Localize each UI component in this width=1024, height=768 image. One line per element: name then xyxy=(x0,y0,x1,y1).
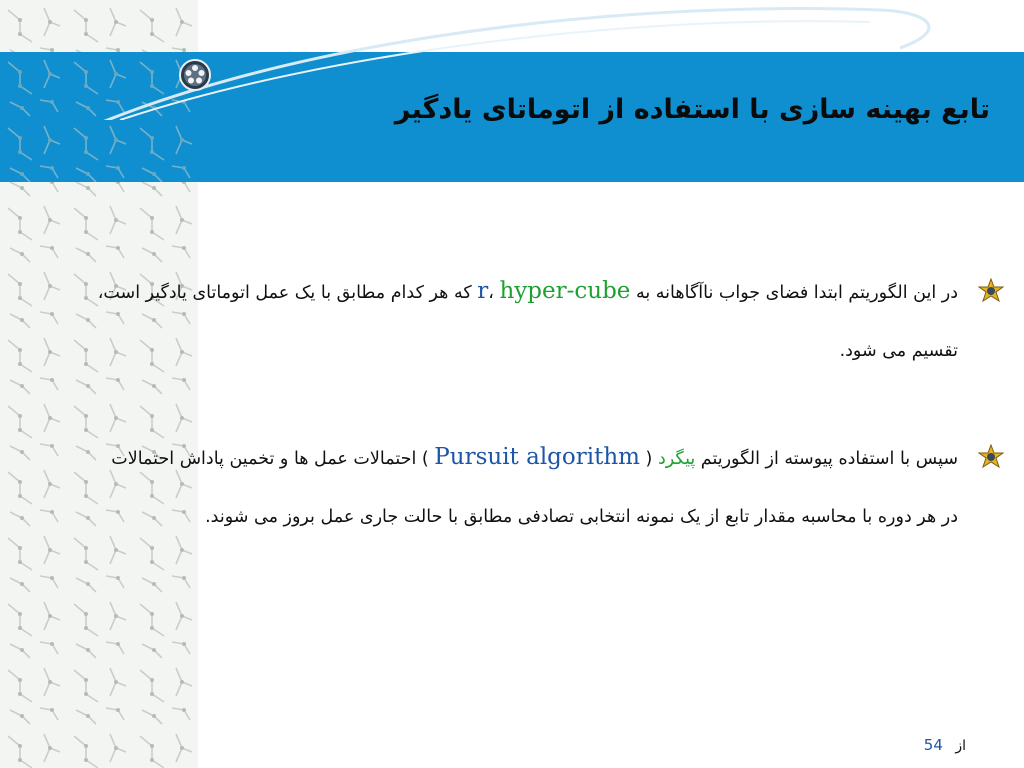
bullet-2-paren-open: ( xyxy=(645,449,653,469)
page-of-label: از xyxy=(955,738,966,754)
bullet-point-1 xyxy=(90,262,1010,380)
page-number xyxy=(924,736,966,754)
bullet-2-text-part-2: احتمالات عمل ها و تخمین پاداش احتمالات در هر دوره با محاسبه مقدار تابع از یک نمونه انتخابی تصادفی مطابق با حالت جاری عمل بروز می شوند. xyxy=(111,449,958,527)
title-bar-pattern-icon xyxy=(0,52,198,182)
bullet-2-paren-close: ) xyxy=(421,449,429,469)
bullet-point-2 xyxy=(90,428,1010,546)
bullet-2-text-part-1: سپس با استفاده پیوسته از الگوریتم xyxy=(700,449,958,469)
bullet-1-hypercube-term: hyper-cube xyxy=(499,278,631,304)
page-number-value: 54 xyxy=(923,736,943,754)
slide-title: تابع بهینه سازی با استفاده از اتوماتای یادگیر xyxy=(394,94,990,125)
bullet-1-separator: ، xyxy=(488,283,494,303)
orb-ornament-icon xyxy=(178,58,212,92)
bullet-2-pursuit-english-term: Pursuit algorithm xyxy=(434,444,640,470)
star-bullet-icon xyxy=(978,278,1004,304)
slide-content xyxy=(90,262,1010,546)
bullet-2-pursuit-persian-term: پیگرد xyxy=(657,449,696,469)
bullet-1-text-part-1: در این الگوریتم ابتدا فضای جواب ناآگاهانه به xyxy=(635,283,958,303)
title-bar xyxy=(0,52,1024,182)
bullet-1-text-part-2: که هر کدام مطابق با یک عمل اتوماتای یادگیر است، تقسیم می شود. xyxy=(97,283,958,361)
bullet-1-r-value: r xyxy=(477,278,489,304)
star-bullet-icon xyxy=(978,444,1004,470)
